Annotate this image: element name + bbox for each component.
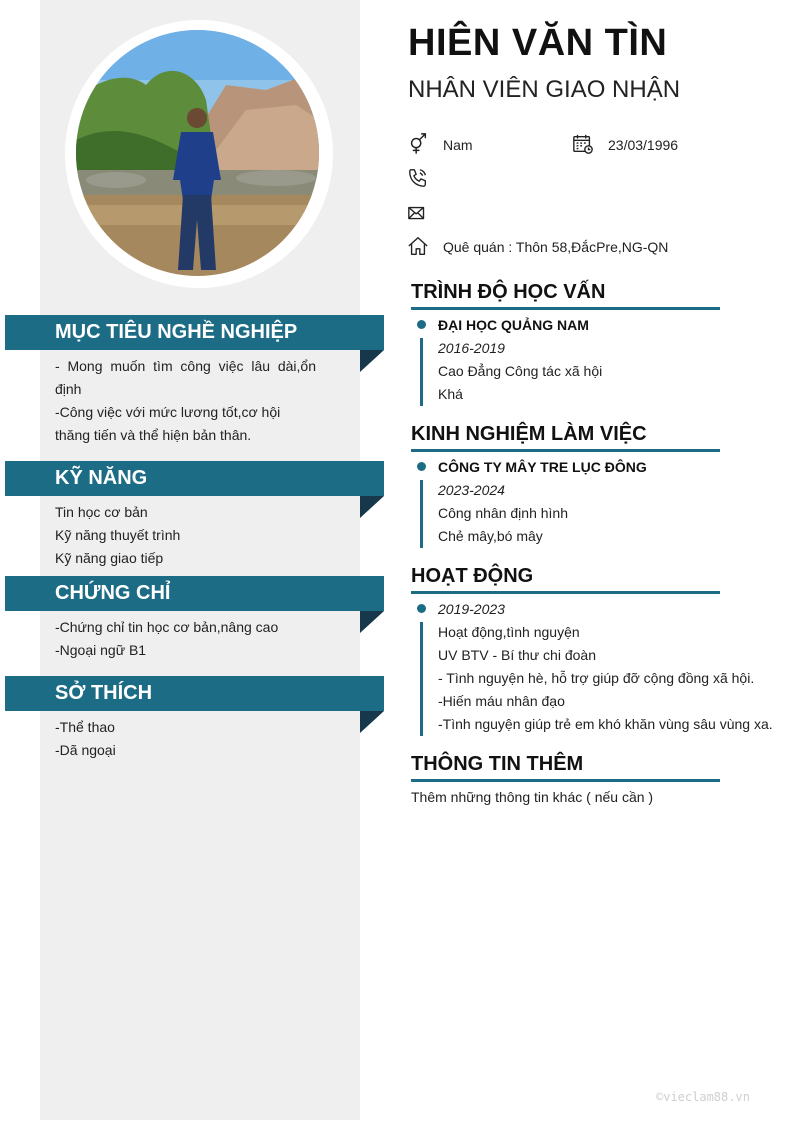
timeline-dot <box>417 320 426 329</box>
education-period: 2016-2019 <box>438 340 505 356</box>
objective-line: -Công việc với mức lương tốt,cơ hội thăng tiến và thể hiện bản thân. <box>55 404 281 443</box>
experience-title: KINH NGHIỆM LÀM VIỆC <box>411 423 647 445</box>
candidate-name: HIÊN VĂN TÌN <box>408 22 668 64</box>
certificate-item: -Ngoại ngữ B1 <box>55 642 147 658</box>
timeline-dot <box>417 604 426 613</box>
activities-rule <box>411 591 720 594</box>
home-icon <box>407 235 429 257</box>
certificates-header-fold <box>360 611 384 633</box>
timeline-line <box>420 480 423 548</box>
additional-text: Thêm những thông tin khác ( nếu cần ) <box>411 789 654 805</box>
objective-header-fold <box>360 350 384 372</box>
experience-detail: Chẻ mây,bó mây <box>438 528 543 544</box>
envelope-icon <box>407 202 429 224</box>
phone-icon <box>407 167 429 189</box>
gender-icon <box>407 133 429 155</box>
education-title: TRÌNH ĐỘ HỌC VẤN <box>411 281 606 303</box>
hobbies-header-fold <box>360 711 384 733</box>
hometown-value: Quê quán : Thôn 58,ĐắcPre,NG-QN <box>443 239 669 255</box>
skill-item: Tin học cơ bản <box>55 504 148 520</box>
experience-org: CÔNG TY MÂY TRE LỤC ĐÔNG <box>438 459 647 475</box>
skills-header-fold <box>360 496 384 518</box>
skill-item: Kỹ năng giao tiếp <box>55 550 164 566</box>
timeline-dot <box>417 462 426 471</box>
education-detail: Khá <box>438 386 463 402</box>
activities-title: HOẠT ĐỘNG <box>411 565 534 587</box>
hobby-item: -Dã ngoại <box>55 742 116 758</box>
birthdate-value: 23/03/1996 <box>608 137 679 153</box>
activities-detail: UV BTV - Bí thư chi đoàn <box>438 647 596 663</box>
experience-rule <box>411 449 720 452</box>
avatar <box>76 30 319 276</box>
gender-value: Nam <box>443 137 473 153</box>
education-rule <box>411 307 720 310</box>
skills-header: KỸ NĂNG <box>5 461 384 496</box>
activities-period: 2019-2023 <box>438 601 505 617</box>
activities-detail: - Tình nguyện hè, hỗ trợ giúp đỡ cộng đồng xã hội. <box>438 670 755 686</box>
activities-detail: -Tình nguyện giúp trẻ em khó khăn vùng sâu vùng xa. <box>438 716 773 732</box>
calendar-icon <box>572 133 594 155</box>
activities-detail: Hoạt động,tình nguyện <box>438 624 580 640</box>
certificates-header: CHỨNG CHỈ <box>5 576 384 611</box>
experience-detail: Công nhân định hình <box>438 505 568 521</box>
skill-item: Kỹ năng thuyết trình <box>55 527 181 543</box>
certificate-item: -Chứng chỉ tin học cơ bản,nâng cao <box>55 619 279 635</box>
hobbies-header: SỞ THÍCH <box>5 676 384 711</box>
objective-line: - Mong muốn tìm công việc lâu dài,ổn định <box>55 358 316 397</box>
timeline-line <box>420 622 423 736</box>
additional-rule <box>411 779 720 782</box>
timeline-line <box>420 338 423 406</box>
education-org: ĐẠI HỌC QUẢNG NAM <box>438 317 589 333</box>
additional-title: THÔNG TIN THÊM <box>411 753 584 775</box>
hobby-item: -Thể thao <box>55 719 115 735</box>
education-detail: Cao Đẳng Công tác xã hội <box>438 363 603 379</box>
job-title: NHÂN VIÊN GIAO NHẬN <box>408 76 681 103</box>
watermark: ©vieclam88.vn <box>656 1090 750 1104</box>
activities-detail: -Hiến máu nhân đạo <box>438 693 565 709</box>
experience-period: 2023-2024 <box>438 482 505 498</box>
objective-header: MỤC TIÊU NGHỀ NGHIỆP <box>5 315 384 350</box>
